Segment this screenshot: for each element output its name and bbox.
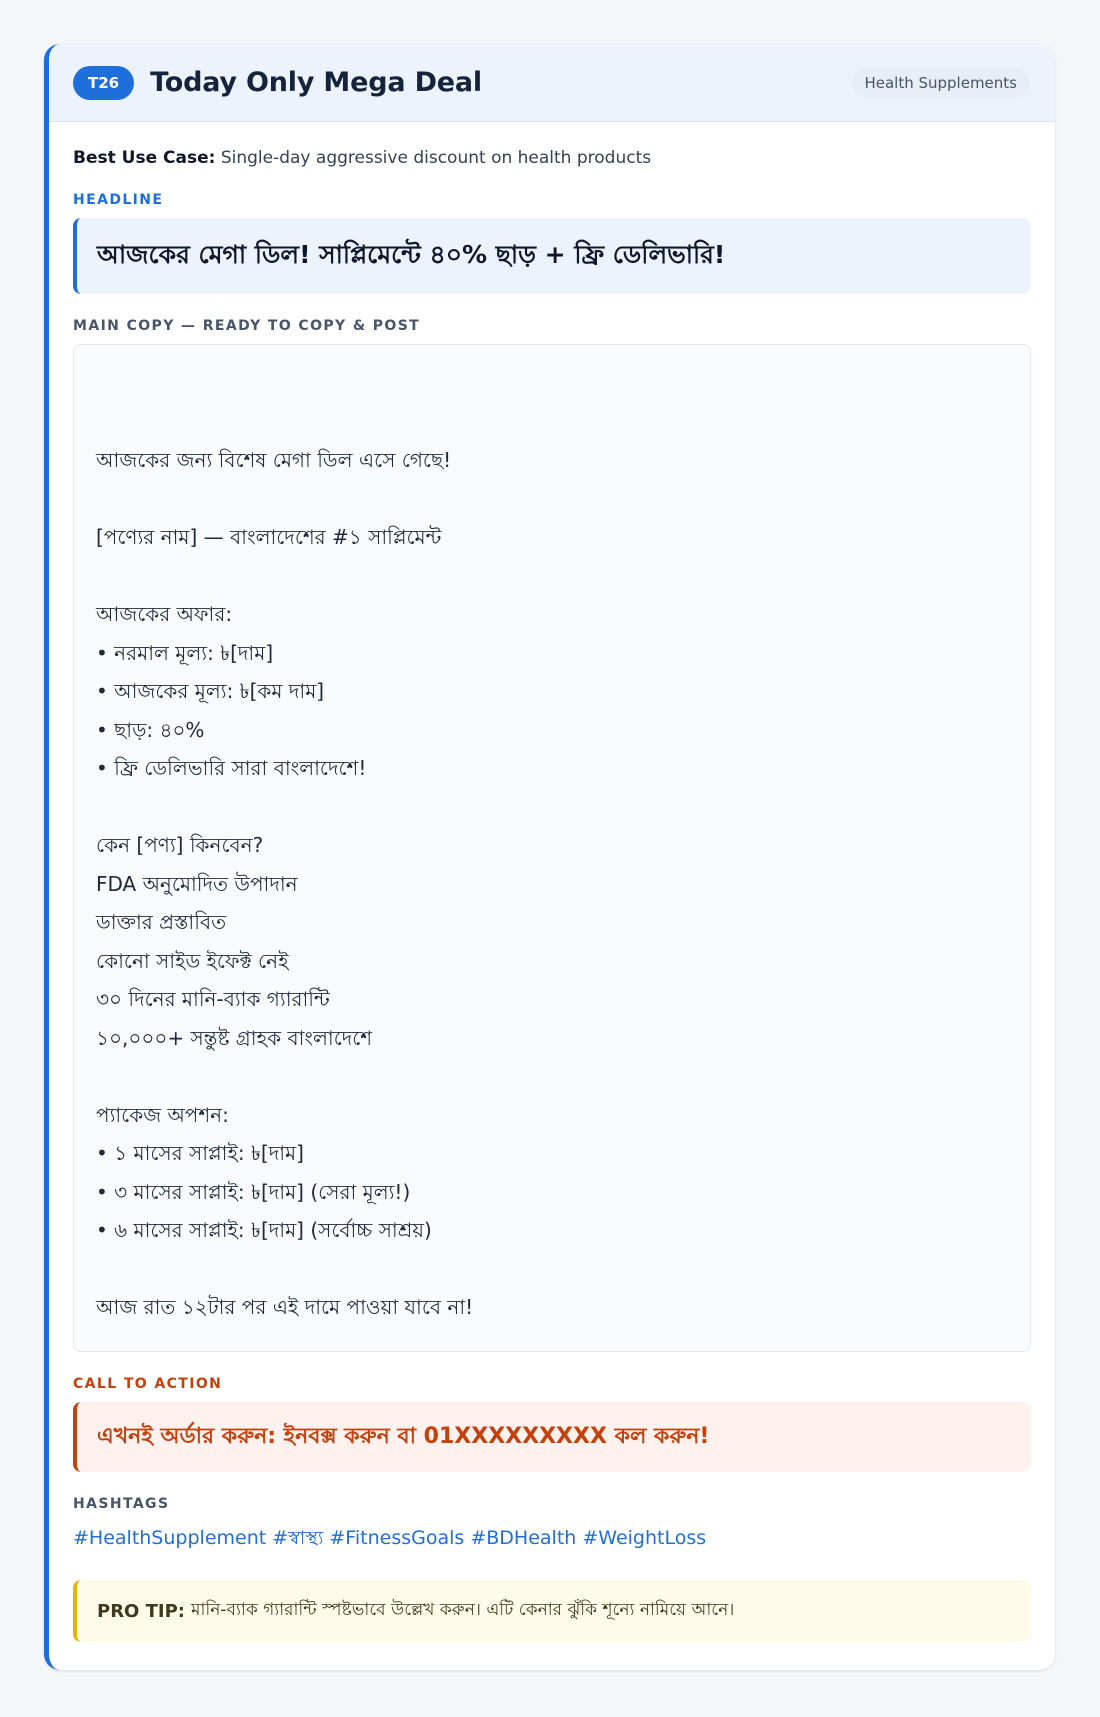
copy-blank-line (96, 557, 1008, 596)
pro-tip-text: মানি-ব্যাক গ্যারান্টি স্পষ্টভাবে উল্লেখ করুন। এটি কেনার ঝুঁকি শূন্যে নামিয়ে আনে। (191, 1600, 735, 1620)
pro-tip-box (73, 1580, 1031, 1642)
hashtag-link[interactable]: #WeightLoss (582, 1527, 707, 1549)
hashtag-link[interactable]: #স্বাস্থ্য (272, 1527, 324, 1549)
copy-line: • ফ্রি ডেলিভারি সারা বাংলাদেশে! (96, 756, 367, 780)
headline-label: HEADLINE (73, 192, 164, 208)
card-header (49, 44, 1055, 122)
copy-line: ৩০ দিনের মানি-ব্যাক গ্যারান্টি (96, 987, 330, 1011)
copy-line: • ১ মাসের সাপ্লাই: ৳[দাম] (96, 1141, 304, 1165)
copy-line: [পণ্যের নাম] — বাংলাদেশের #১ সাপ্লিমেন্ট (96, 525, 442, 549)
copy-line: আজকের অফার: (96, 602, 233, 626)
copy-blank-line (96, 480, 1008, 519)
copy-line: প্যাকেজ অপশন: (96, 1102, 229, 1127)
use-case-label: Best Use Case: (73, 148, 216, 168)
copy-blank-line (96, 1250, 1008, 1289)
copy-line: • ৬ মাসের সাপ্লাই: ৳[দাম] (সর্বোচ্চ সাশ্রয়) (96, 1218, 432, 1242)
headline-box (73, 218, 1031, 294)
hashtag-link[interactable]: #FitnessGoals (329, 1527, 465, 1549)
copy-line: কেন [পণ্য] কিনবেন? (96, 833, 264, 857)
main-copy-box[interactable] (73, 344, 1031, 1352)
headline-text[interactable]: আজকের মেগা ডিল! সাপ্লিমেন্টে ৪০% ছাড় + ফ্রি ডেলিভারি! (97, 239, 726, 269)
copy-line: • নরমাল মূল্য: ৳[দাম] (96, 640, 274, 665)
copy-line: • ৩ মাসের সাপ্লাই: ৳[দাম] (সেরা মূল্য!) (96, 1179, 411, 1204)
main-copy-label: MAIN COPY — READY TO COPY & POST (73, 318, 421, 334)
copy-line: FDA অনুমোদিত উপাদান (96, 871, 298, 896)
card-title: Today Only Mega Deal (150, 67, 482, 98)
category-tag: Health Supplements (852, 68, 1029, 98)
copy-line: আজ রাত ১২টার পর এই দামে পাওয়া যাবে না! (96, 1295, 474, 1319)
copy-line: কোনো সাইড ইফেক্ট নেই (96, 948, 289, 973)
cta-label: CALL TO ACTION (73, 1376, 223, 1392)
use-case (73, 148, 1031, 172)
copy-line: • আজকের মূল্য: ৳[কম দাম] (96, 679, 325, 703)
copy-line: ডাক্তার প্রস্তাবিত (96, 910, 227, 934)
pro-tip-label: PRO TIP: (97, 1600, 185, 1622)
copy-line: ১০,০০০+ সন্তুষ্ট গ্রাহক বাংলাদেশে (96, 1025, 373, 1050)
cta-box (73, 1402, 1031, 1472)
copy-blank-line (96, 1057, 1008, 1096)
hashtags-list (73, 1524, 1031, 1556)
template-card (44, 44, 1055, 1670)
copy-line: • ছাড়: ৪০% (96, 717, 205, 742)
card-body (49, 148, 1055, 1642)
hashtags-label: HASHTAGS (73, 1496, 170, 1512)
hashtag-link[interactable]: #HealthSupplement (73, 1527, 267, 1549)
use-case-text: Single-day aggressive discount on health products (220, 148, 652, 168)
copy-blank-line (96, 788, 1008, 827)
template-id-badge: T26 (73, 66, 134, 100)
cta-text[interactable]: এখনই অর্ডার করুন: ইনবক্স করুন বা 01XXXXXXXXX কল করুন! (97, 1423, 710, 1449)
copy-line: আজকের জন্য বিশেষ মেগা ডিল এসে গেছে! (96, 448, 452, 472)
hashtag-link[interactable]: #BDHealth (470, 1527, 577, 1549)
